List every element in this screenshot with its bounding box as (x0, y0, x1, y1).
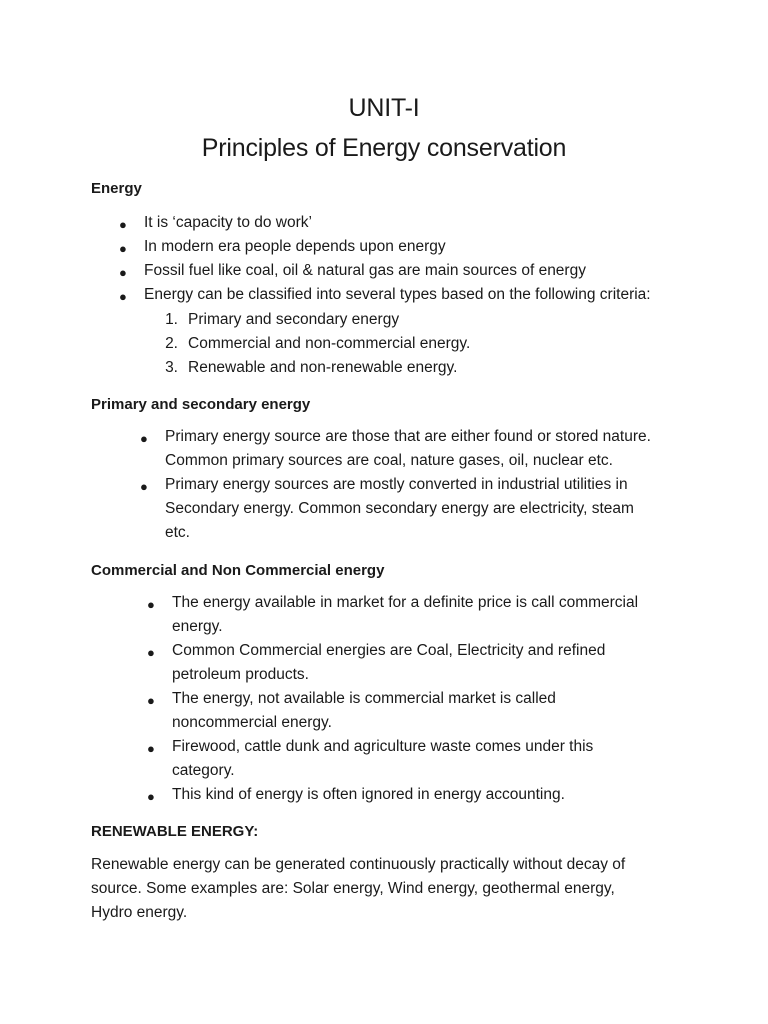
energy-bullet-2: In modern era people depends upon energy (144, 238, 446, 255)
commercial-bullet-4-line-2: category. (172, 762, 235, 779)
bullet-icon: ● (147, 597, 155, 612)
primary-secondary-heading: Primary and secondary energy (91, 396, 311, 413)
commercial-bullet-3-line-1: The energy, not available is commercial market is called (172, 690, 556, 707)
unit-title: UNIT-I (348, 94, 420, 122)
primary-bullet-2-line-2: Secondary energy. Common secondary energy are electricity, steam (165, 500, 634, 517)
primary-bullet-1-line-2: Common primary sources are coal, nature gases, oil, nuclear etc. (165, 452, 613, 469)
criteria-item: Primary and secondary energy (188, 311, 400, 328)
criteria-item: Renewable and non-renewable energy. (188, 359, 458, 376)
criteria-number: 3. (165, 359, 178, 376)
commercial-bullet-5-line-1: This kind of energy is often ignored in energy accounting. (172, 786, 565, 803)
criteria-item: Commercial and non-commercial energy. (188, 335, 471, 352)
bullet-icon: ● (147, 741, 155, 756)
energy-bullet-1: It is ‘capacity to do work’ (144, 214, 312, 231)
bullet-icon: ● (119, 217, 127, 232)
bullet-icon: ● (147, 645, 155, 660)
bullet-icon: ● (147, 693, 155, 708)
commercial-heading: Commercial and Non Commercial energy (91, 562, 385, 579)
commercial-bullet-3-line-2: noncommercial energy. (172, 714, 332, 731)
criteria-number: 1. (165, 311, 178, 328)
renewable-paragraph-line-3: Hydro energy. (91, 904, 188, 921)
energy-bullet-3: Fossil fuel like coal, oil & natural gas are main sources of energy (144, 262, 586, 279)
energy-bullet-4: Energy can be classified into several types based on the following criteria: (144, 286, 651, 303)
bullet-icon: ● (119, 241, 127, 256)
bullet-icon: ● (140, 479, 148, 494)
primary-bullet-1-line-1: Primary energy source are those that are either found or stored nature. (165, 428, 651, 445)
commercial-bullet-2-line-1: Common Commercial energies are Coal, Electricity and refined (172, 642, 606, 659)
energy-heading: Energy (91, 180, 142, 197)
renewable-heading: RENEWABLE ENERGY: (91, 823, 259, 840)
primary-bullet-2-line-3: etc. (165, 524, 190, 541)
commercial-bullet-2-line-2: petroleum products. (172, 666, 309, 683)
bullet-icon: ● (140, 431, 148, 446)
primary-bullet-2-line-1: Primary energy sources are mostly converted in industrial utilities in (165, 476, 628, 493)
bullet-icon: ● (119, 289, 127, 304)
commercial-bullet-1-line-2: energy. (172, 618, 223, 635)
commercial-bullet-4-line-1: Firewood, cattle dunk and agriculture waste comes under this (172, 738, 594, 755)
bullet-icon: ● (119, 265, 127, 280)
renewable-paragraph-line-1: Renewable energy can be generated continuously practically without decay of (91, 856, 626, 873)
renewable-paragraph-line-2: source. Some examples are: Solar energy, Wind energy, geothermal energy, (91, 880, 615, 897)
commercial-bullet-1-line-1: The energy available in market for a definite price is call commercial (172, 594, 639, 611)
criteria-number: 2. (165, 335, 178, 352)
page-title: Principles of Energy conservation (201, 134, 567, 162)
bullet-icon: ● (147, 789, 155, 804)
